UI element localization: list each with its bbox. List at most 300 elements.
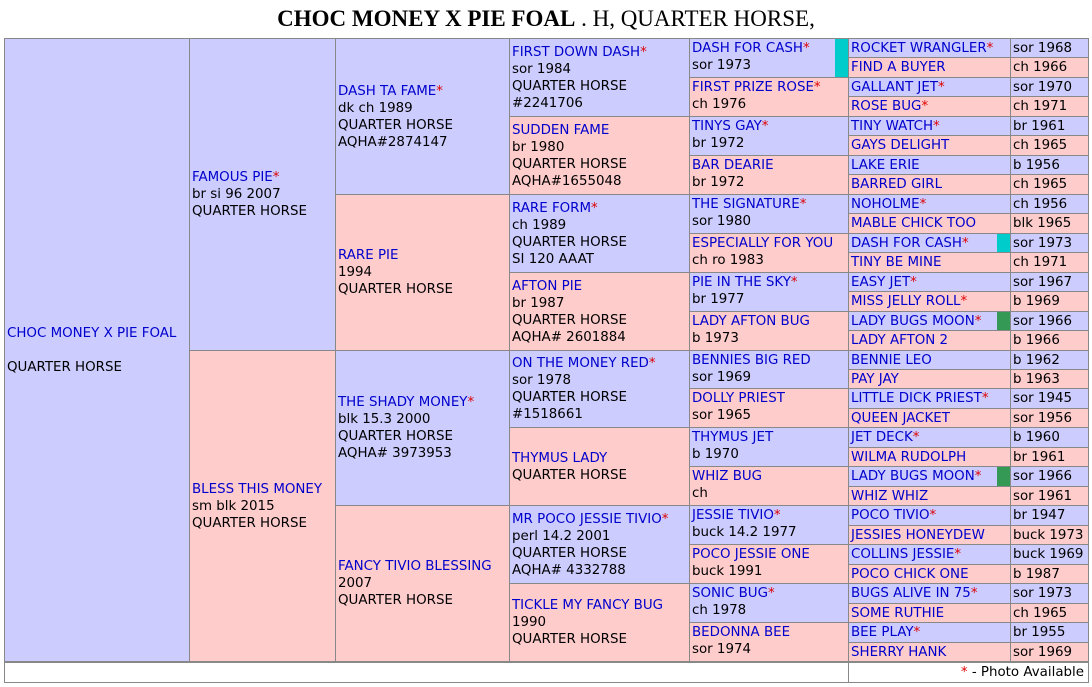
color-swatch bbox=[997, 467, 1010, 486]
horse-name-link[interactable] bbox=[851, 371, 1008, 388]
horse-name-link[interactable] bbox=[851, 254, 1008, 271]
horse-details-text: br 1987 bbox=[512, 295, 565, 311]
horse-name-link[interactable] bbox=[692, 585, 846, 602]
gen5-name-cell bbox=[848, 116, 1011, 136]
color-swatch bbox=[835, 39, 848, 77]
subject-breed-text: QUARTER HORSE bbox=[7, 359, 122, 375]
gen4-cell bbox=[689, 466, 849, 506]
horse-breed-text: QUARTER HORSE bbox=[192, 515, 307, 531]
gen4-cell bbox=[689, 38, 849, 78]
horse-name-link-text: ON THE MONEY RED bbox=[512, 356, 649, 371]
horse-details bbox=[1013, 137, 1086, 154]
horse-details bbox=[512, 139, 687, 156]
horse-name-link-text: RARE FORM bbox=[512, 200, 592, 216]
horse-name-link[interactable] bbox=[851, 313, 1008, 330]
horse-details-text: sor 1945 bbox=[1013, 391, 1073, 406]
horse-details-text: br 1977 bbox=[692, 292, 745, 307]
horse-name-link-text: COLLINS JESSIE bbox=[851, 547, 955, 562]
horse-details-text: sor 1973 bbox=[1013, 586, 1073, 601]
photo-available-marker: * bbox=[436, 83, 443, 99]
horse-name-link-text: JESSIE TIVIO bbox=[692, 508, 774, 523]
gen5-info-cell bbox=[1010, 174, 1089, 195]
horse-details-text: 2007 bbox=[338, 576, 373, 591]
gen5-info-cell bbox=[1010, 194, 1089, 214]
photo-available-marker: * bbox=[790, 275, 798, 290]
horse-details bbox=[1013, 488, 1086, 505]
horse-details bbox=[1013, 546, 1086, 563]
horse-name-link[interactable] bbox=[851, 235, 1008, 252]
horse-name-link[interactable] bbox=[692, 118, 846, 135]
gen5-name-cell bbox=[848, 135, 1011, 156]
horse-details-text: sor 1984 bbox=[512, 61, 572, 77]
horse-details bbox=[692, 563, 846, 580]
gen4-cell bbox=[689, 350, 849, 389]
horse-name-link-text: BENNIE LEO bbox=[851, 352, 932, 368]
photo-available-marker: * bbox=[919, 196, 927, 212]
gen5-info-cell bbox=[1010, 583, 1089, 604]
horse-name-link[interactable] bbox=[851, 644, 1008, 661]
horse-breed-text: QUARTER HORSE bbox=[338, 429, 453, 444]
horse-name-link[interactable] bbox=[692, 429, 846, 446]
horse-details bbox=[1013, 585, 1086, 602]
horse-name-link[interactable] bbox=[692, 624, 846, 641]
gen5-name-cell bbox=[848, 57, 1011, 78]
gen5-info-cell bbox=[1010, 77, 1089, 97]
horse-name-link[interactable] bbox=[851, 507, 1008, 524]
gen4-cell bbox=[689, 311, 849, 351]
gen5-info-cell bbox=[1010, 116, 1089, 136]
horse-details-text: blk 1965 bbox=[1013, 216, 1072, 231]
horse-details bbox=[692, 407, 846, 424]
photo-available-marker: * bbox=[767, 586, 775, 601]
photo-available-marker: * bbox=[933, 118, 940, 134]
gen5-info-cell bbox=[1010, 213, 1089, 234]
horse-name-link-text: PAY JAY bbox=[851, 371, 899, 387]
horse-breed-text: QUARTER HORSE bbox=[512, 234, 627, 250]
horse-name-link-text: THYMUS JET bbox=[692, 430, 774, 445]
horse-registration bbox=[512, 562, 687, 579]
horse-name-link-text: LADY BUGS MOON bbox=[851, 469, 975, 484]
horse-details bbox=[1013, 59, 1086, 76]
gen5-name-cell bbox=[848, 486, 1011, 506]
gen5-name-cell bbox=[848, 96, 1011, 117]
footer-blank-cell bbox=[4, 662, 849, 683]
horse-name-link-text: MISS JELLY ROLL bbox=[851, 294, 961, 309]
color-swatch bbox=[997, 312, 1010, 330]
horse-name-link[interactable] bbox=[851, 624, 1008, 641]
horse-details bbox=[192, 498, 333, 515]
gen1-cell bbox=[189, 38, 336, 351]
gen3-cell bbox=[509, 116, 690, 195]
gen4-cell bbox=[689, 272, 849, 312]
horse-name-link[interactable] bbox=[192, 169, 333, 186]
photo-legend bbox=[848, 662, 1089, 683]
horse-registration bbox=[512, 251, 687, 268]
gen5-info-cell bbox=[1010, 311, 1089, 331]
horse-name-link-text: NOHOLME bbox=[851, 196, 920, 212]
horse-details-text: b 1966 bbox=[1013, 333, 1060, 348]
horse-name-link-text: SHERRY HANK bbox=[851, 644, 947, 660]
gen5-info-cell bbox=[1010, 388, 1089, 409]
horse-registration-text: AQHA#1655048 bbox=[512, 173, 622, 189]
horse-details-text: br 1947 bbox=[1013, 508, 1066, 523]
horse-name-link-text: POCO TIVIO bbox=[851, 508, 930, 523]
horse-name-link-text: QUEEN JACKET bbox=[851, 410, 950, 426]
horse-details-text: br 1961 bbox=[1013, 449, 1066, 465]
horse-details bbox=[1013, 118, 1086, 135]
gen5-info-cell bbox=[1010, 330, 1089, 351]
gen5-name-cell bbox=[848, 38, 1011, 58]
horse-name-link-text: TICKLE MY FANCY BUG bbox=[512, 598, 663, 613]
horse-name-link[interactable] bbox=[851, 390, 1008, 407]
horse-description: . H, QUARTER HORSE, bbox=[575, 6, 815, 31]
horse-name-link[interactable] bbox=[851, 352, 1008, 369]
photo-available-marker: * bbox=[974, 313, 982, 329]
horse-name-link-text: THE SIGNATURE bbox=[692, 197, 800, 212]
horse-name-link-text: DOLLY PRIEST bbox=[692, 391, 785, 406]
photo-available-marker: * bbox=[640, 44, 647, 60]
horse-name-link[interactable] bbox=[851, 488, 1008, 505]
horse-details bbox=[1013, 157, 1086, 174]
horse-name-link[interactable] bbox=[851, 585, 1008, 602]
gen3-cell bbox=[509, 194, 690, 273]
horse-details bbox=[512, 217, 687, 234]
page-title bbox=[0, 6, 1092, 32]
horse-registration-text: AQHA# 2601884 bbox=[512, 329, 626, 345]
horse-name-link-text: POCO JESSIE ONE bbox=[692, 547, 810, 562]
horse-name-link[interactable] bbox=[851, 176, 1008, 193]
horse-details-text: buck 1973 bbox=[1013, 527, 1084, 543]
horse-name-link[interactable] bbox=[512, 278, 687, 295]
horse-name-link[interactable] bbox=[338, 394, 507, 411]
photo-available-marker: * bbox=[467, 395, 475, 410]
gen5-info-cell bbox=[1010, 466, 1089, 487]
horse-details-text: ch 1976 bbox=[692, 97, 747, 112]
horse-name-link[interactable] bbox=[692, 352, 846, 369]
gen5-name-cell bbox=[848, 583, 1011, 604]
horse-name-link[interactable] bbox=[512, 450, 687, 467]
photo-available-marker: * bbox=[761, 119, 769, 134]
horse-name-link[interactable] bbox=[692, 196, 846, 213]
horse-breed-text: QUARTER HORSE bbox=[338, 593, 453, 608]
gen5-name-cell bbox=[848, 252, 1011, 273]
horse-name-link[interactable] bbox=[851, 449, 1008, 466]
horse-name-link-text: GAYS DELIGHT bbox=[851, 138, 950, 153]
gen1-cell bbox=[189, 350, 336, 662]
horse-name-link-text: DASH TA FAME bbox=[338, 83, 437, 99]
horse-breed bbox=[338, 281, 507, 298]
gen5-name-cell bbox=[848, 388, 1011, 409]
horse-name-link-text: LITTLE DICK PRIEST bbox=[851, 391, 982, 406]
photo-available-marker: * bbox=[272, 170, 280, 185]
horse-name-link-text: DASH FOR CASH bbox=[851, 235, 962, 251]
horse-registration-text: AQHA# 4332788 bbox=[512, 562, 626, 578]
photo-available-marker: * bbox=[960, 294, 968, 309]
horse-name-link[interactable] bbox=[851, 157, 1008, 174]
horse-details-text: b 1960 bbox=[1013, 430, 1060, 445]
horse-name-link[interactable] bbox=[692, 235, 846, 252]
horse-registration bbox=[512, 95, 687, 112]
horse-name-link[interactable] bbox=[851, 429, 1008, 446]
horse-details-text: sm blk 2015 bbox=[192, 498, 275, 514]
horse-name-link[interactable] bbox=[338, 83, 507, 100]
horse-details-text: ch 1978 bbox=[692, 603, 747, 618]
horse-breed bbox=[512, 631, 687, 648]
horse-details bbox=[1013, 624, 1086, 641]
gen5-info-cell bbox=[1010, 38, 1089, 58]
gen5-name-cell bbox=[848, 369, 1011, 389]
gen4-cell bbox=[689, 427, 849, 467]
horse-name-link[interactable] bbox=[851, 40, 1008, 57]
horse-name-link-text: ESPECIALLY FOR YOU bbox=[692, 236, 834, 251]
horse-name-link-text: BEDONNA BEE bbox=[692, 625, 791, 640]
horse-name-link[interactable] bbox=[851, 468, 1008, 485]
gen5-name-cell bbox=[848, 622, 1011, 643]
horse-breed bbox=[192, 203, 333, 220]
photo-available-marker: * bbox=[912, 430, 920, 445]
gen2-cell bbox=[335, 350, 510, 506]
horse-details-text: dk ch 1989 bbox=[338, 100, 413, 116]
horse-details-text: ch 1965 bbox=[1013, 605, 1068, 621]
horse-details bbox=[692, 524, 846, 541]
horse-name-link[interactable] bbox=[851, 98, 1008, 115]
photo-available-marker: * bbox=[974, 469, 982, 484]
horse-details-text: b 1970 bbox=[692, 447, 739, 462]
horse-details-text: sor 1966 bbox=[1013, 313, 1073, 329]
horse-details-text: sor 1961 bbox=[1013, 488, 1073, 504]
horse-name-link[interactable] bbox=[512, 122, 687, 139]
horse-details-text: b 1969 bbox=[1013, 294, 1060, 309]
horse-name-title: CHOC MONEY X PIE FOAL bbox=[277, 6, 576, 31]
horse-details bbox=[338, 264, 507, 281]
horse-breed-text: QUARTER HORSE bbox=[512, 156, 627, 172]
photo-available-marker: * bbox=[961, 235, 969, 251]
gen4-cell bbox=[689, 544, 849, 584]
horse-name-link-text: AFTON PIE bbox=[512, 278, 583, 294]
horse-name-link[interactable] bbox=[851, 566, 1008, 583]
horse-details bbox=[1013, 254, 1086, 271]
gen4-cell bbox=[689, 505, 849, 545]
horse-details bbox=[512, 614, 687, 631]
gen5-info-cell bbox=[1010, 505, 1089, 526]
horse-registration-text: SI 120 AAAT bbox=[512, 251, 594, 267]
gen5-name-cell bbox=[848, 155, 1011, 175]
horse-details-text: sor 1956 bbox=[1013, 410, 1073, 426]
gen5-info-cell bbox=[1010, 427, 1089, 448]
horse-name-link-text: BAR DEARIE bbox=[692, 158, 774, 173]
horse-details bbox=[1013, 605, 1086, 622]
gen5-info-cell bbox=[1010, 96, 1089, 117]
gen5-info-cell bbox=[1010, 369, 1089, 389]
gen5-name-cell bbox=[848, 544, 1011, 565]
horse-name-link[interactable] bbox=[692, 313, 846, 330]
gen5-info-cell bbox=[1010, 272, 1089, 292]
gen5-info-cell bbox=[1010, 603, 1089, 623]
horse-name-link[interactable] bbox=[338, 558, 507, 575]
horse-details bbox=[692, 213, 846, 230]
horse-details-text: b 1973 bbox=[692, 331, 739, 346]
horse-name-link[interactable] bbox=[512, 355, 687, 372]
horse-details-text: sor 1973 bbox=[1013, 235, 1073, 251]
gen3-cell bbox=[509, 505, 690, 584]
horse-details-text: sor 1968 bbox=[1013, 40, 1073, 56]
gen5-name-cell bbox=[848, 194, 1011, 214]
horse-details bbox=[512, 372, 687, 389]
horse-name-link-text: EASY JET bbox=[851, 274, 911, 290]
horse-name-link[interactable] bbox=[851, 79, 1008, 96]
gen3-cell bbox=[509, 583, 690, 662]
photo-available-marker: * bbox=[921, 99, 929, 114]
horse-details-text: sor 1969 bbox=[692, 370, 752, 385]
gen4-cell bbox=[689, 116, 849, 156]
horse-name-link[interactable] bbox=[338, 247, 507, 264]
gen3-cell bbox=[509, 350, 690, 428]
horse-details bbox=[1013, 196, 1086, 213]
gen5-name-cell bbox=[848, 350, 1011, 370]
horse-details-text: buck 14.2 1977 bbox=[692, 525, 797, 540]
horse-details-text: br 1972 bbox=[692, 136, 745, 151]
horse-details-text: b 1987 bbox=[1013, 566, 1060, 582]
horse-details bbox=[1013, 313, 1086, 330]
gen2-cell bbox=[335, 505, 510, 662]
horse-name-link[interactable] bbox=[512, 200, 687, 217]
horse-name-link[interactable] bbox=[692, 274, 846, 291]
gen5-name-cell bbox=[848, 564, 1011, 584]
horse-details bbox=[512, 295, 687, 312]
horse-name-link[interactable] bbox=[851, 137, 1008, 154]
horse-details bbox=[1013, 644, 1086, 661]
horse-name-link[interactable] bbox=[692, 390, 846, 407]
horse-details bbox=[692, 174, 846, 191]
horse-details bbox=[512, 528, 687, 545]
horse-name-link-text: PIE IN THE SKY bbox=[692, 275, 791, 290]
gen3-cell bbox=[509, 427, 690, 506]
subject-name-link[interactable] bbox=[7, 325, 187, 342]
horse-name-link[interactable] bbox=[851, 118, 1008, 135]
gen4-cell bbox=[689, 622, 849, 662]
horse-name-link-text: BARRED GIRL bbox=[851, 177, 943, 192]
horse-name-link[interactable] bbox=[692, 507, 846, 524]
gen2-cell bbox=[335, 194, 510, 351]
horse-details-text: ch 1989 bbox=[512, 217, 567, 233]
horse-breed bbox=[512, 156, 687, 173]
horse-details-text: ch bbox=[692, 486, 708, 501]
horse-name-link-text: ROSE BUG bbox=[851, 99, 922, 114]
horse-details bbox=[692, 641, 846, 658]
photo-available-marker: * bbox=[937, 79, 945, 95]
horse-breed bbox=[512, 467, 687, 484]
horse-name-link-text: BENNIES BIG RED bbox=[692, 353, 811, 368]
gen4-cell bbox=[689, 194, 849, 234]
horse-name-link[interactable] bbox=[851, 546, 1008, 563]
horse-breed bbox=[192, 515, 333, 532]
horse-name-link-text: DASH FOR CASH bbox=[692, 41, 803, 56]
horse-details-text: ch 1965 bbox=[1013, 138, 1068, 153]
horse-name-link-text: BEE PLAY bbox=[851, 625, 914, 640]
horse-name-link[interactable] bbox=[692, 546, 846, 563]
horse-details-text: buck 1991 bbox=[692, 564, 763, 579]
horse-breed bbox=[512, 389, 687, 406]
horse-details bbox=[692, 96, 846, 113]
horse-breed-text: QUARTER HORSE bbox=[192, 204, 307, 219]
horse-details-text: br 1972 bbox=[692, 175, 745, 190]
gen5-name-cell bbox=[848, 233, 1011, 253]
gen5-info-cell bbox=[1010, 544, 1089, 565]
photo-available-marker: * bbox=[648, 356, 656, 371]
horse-name-link[interactable] bbox=[692, 79, 846, 96]
horse-name-link[interactable] bbox=[192, 481, 333, 498]
horse-name-link-text: FAMOUS PIE bbox=[192, 170, 273, 185]
horse-details-text: b 1956 bbox=[1013, 157, 1060, 173]
horse-name-link[interactable] bbox=[512, 44, 687, 61]
horse-breed bbox=[338, 592, 507, 609]
horse-details bbox=[692, 135, 846, 152]
gen5-info-cell bbox=[1010, 642, 1089, 662]
horse-details-text: sor 1973 bbox=[692, 58, 752, 73]
horse-registration bbox=[512, 329, 687, 346]
gen5-name-cell bbox=[848, 525, 1011, 545]
horse-details bbox=[692, 485, 846, 502]
horse-registration bbox=[512, 173, 687, 190]
horse-name-link-text: THYMUS LADY bbox=[512, 450, 608, 466]
horse-details-text: sor 1969 bbox=[1013, 644, 1073, 660]
horse-name-link[interactable] bbox=[512, 511, 687, 528]
horse-name-link-text: MR POCO JESSIE TIVIO bbox=[512, 511, 662, 527]
subject-breed bbox=[7, 359, 187, 376]
horse-name-link[interactable] bbox=[851, 332, 1008, 349]
horse-name-link[interactable] bbox=[851, 605, 1008, 622]
horse-details bbox=[1013, 293, 1086, 310]
horse-name-link[interactable] bbox=[851, 527, 1008, 544]
horse-name-link[interactable] bbox=[692, 157, 846, 174]
gen5-name-cell bbox=[848, 174, 1011, 195]
horse-details-text: sor 1974 bbox=[692, 642, 752, 657]
gen3-cell bbox=[509, 38, 690, 117]
horse-breed-text: QUARTER HORSE bbox=[512, 312, 627, 328]
horse-details bbox=[192, 186, 333, 203]
horse-breed bbox=[512, 312, 687, 329]
horse-name-link[interactable] bbox=[851, 196, 1008, 213]
horse-details bbox=[1013, 274, 1086, 291]
horse-name-link[interactable] bbox=[851, 274, 1008, 291]
horse-details-text: sor 1967 bbox=[1013, 274, 1073, 290]
gen2-cell bbox=[335, 38, 510, 195]
horse-details-text: ch 1956 bbox=[1013, 196, 1068, 212]
horse-details-text: ch 1971 bbox=[1013, 99, 1068, 114]
horse-details-text: ch 1965 bbox=[1013, 177, 1068, 192]
horse-details-text: sor 1978 bbox=[512, 373, 572, 388]
horse-name-link-text: BUGS ALIVE IN 75 bbox=[851, 586, 971, 601]
horse-name-link[interactable] bbox=[851, 410, 1008, 427]
horse-name-link[interactable] bbox=[851, 215, 1008, 232]
gen5-info-cell bbox=[1010, 252, 1089, 273]
horse-details bbox=[1013, 176, 1086, 193]
horse-name-link[interactable] bbox=[512, 597, 687, 614]
horse-name-link[interactable] bbox=[851, 293, 1008, 310]
legend-star: * bbox=[960, 665, 968, 680]
horse-details-text: 1990 bbox=[512, 615, 547, 630]
photo-available-marker: * bbox=[913, 625, 921, 640]
horse-breed bbox=[338, 428, 507, 445]
horse-name-link-text: TINY BE MINE bbox=[851, 255, 942, 270]
horse-name-link[interactable] bbox=[851, 59, 1008, 76]
horse-name-link[interactable] bbox=[692, 40, 846, 57]
horse-name-link[interactable] bbox=[692, 468, 846, 485]
horse-name-link-text: SOME RUTHIE bbox=[851, 605, 945, 621]
gen5-name-cell bbox=[848, 466, 1011, 487]
gen5-name-cell bbox=[848, 447, 1011, 467]
horse-breed-text: QUARTER HORSE bbox=[512, 390, 627, 405]
